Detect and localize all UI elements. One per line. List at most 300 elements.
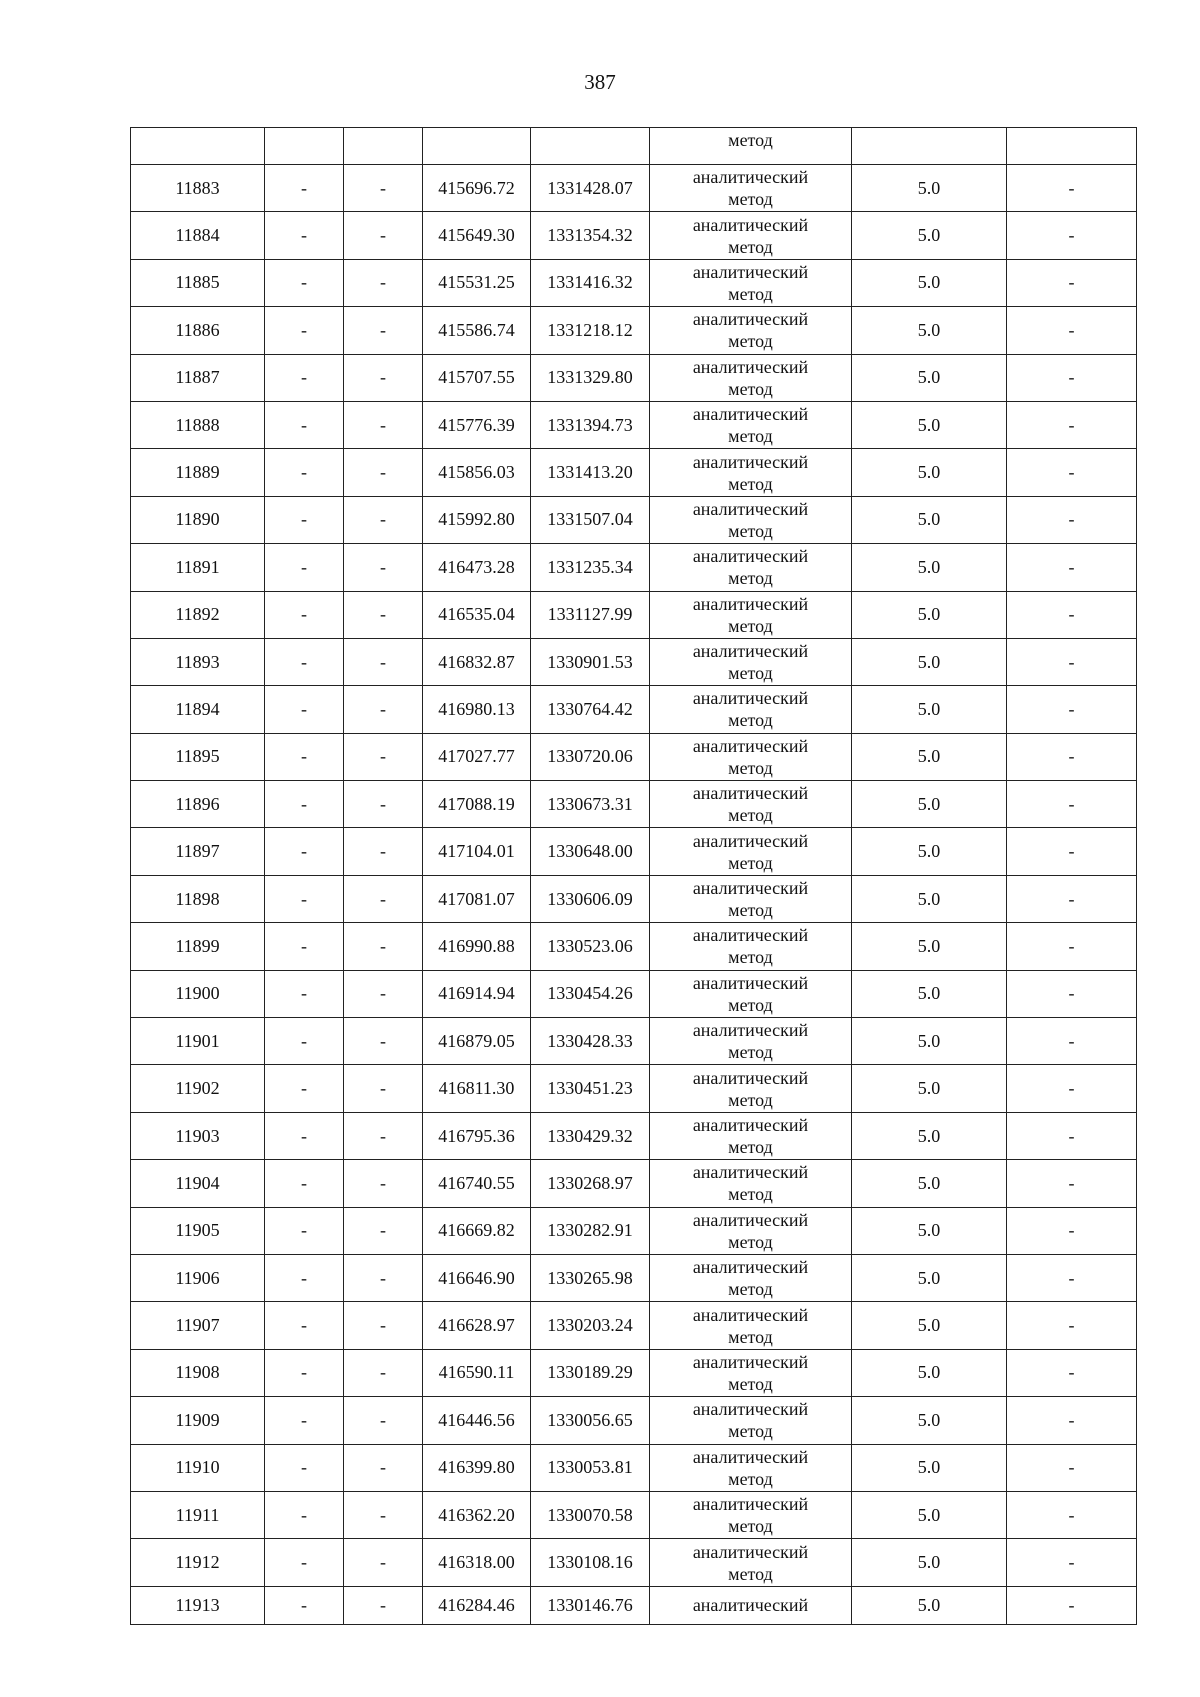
cell-point-number: 11900 [131,970,265,1017]
table-row [131,1018,1137,1065]
cell-point-number: 11897 [131,828,265,875]
cell-coordinate-y: 1331235.34 [531,544,650,591]
table-row [131,496,1137,543]
cell-point-number: 11904 [131,1160,265,1207]
method-text: метод [728,947,773,968]
cell-coordinate-x: 417081.07 [423,875,531,922]
table-row [131,828,1137,875]
cell-method [650,496,852,543]
method-text: метод [728,1089,773,1110]
method-text: метод [728,378,773,399]
table-row [131,875,1137,922]
cell-coordinate-y: 1330056.65 [531,1397,650,1444]
cell-dash: - [344,970,423,1017]
cell-coordinate-y: 1330523.06 [531,923,650,970]
cell-dash: - [344,1207,423,1254]
cell-accuracy: 5.0 [852,1349,1007,1396]
method-text: аналитический [692,1399,809,1420]
cell-coordinate-y: 1330146.76 [531,1586,650,1624]
cell-point-number: 11887 [131,354,265,401]
cell-dash: - [265,259,344,306]
cell-coordinate-y: 1330648.00 [531,828,650,875]
cell-coordinate-x: 416980.13 [423,686,531,733]
method-text: метод [728,1326,773,1347]
table-row [131,1160,1137,1207]
cell-coordinate-y: 1331507.04 [531,496,650,543]
cell-coordinate-x: 417027.77 [423,733,531,780]
cell-method [650,1112,852,1159]
cell-coordinate-x: 415531.25 [423,259,531,306]
cell-coordinate-x: 417104.01 [423,828,531,875]
cell-coordinate-y: 1331329.80 [531,354,650,401]
method-text: аналитический [692,1541,809,1562]
cell-point-number: 11902 [131,1065,265,1112]
cell-point-number: 11888 [131,401,265,448]
cell-dash: - [265,1539,344,1586]
cell-point-number: 11911 [131,1491,265,1538]
cell-method [650,1018,852,1065]
cell-dash: - [344,259,423,306]
cell-dash: - [344,591,423,638]
cell-method [650,1444,852,1491]
table-row [131,970,1137,1017]
cell-accuracy: 5.0 [852,1302,1007,1349]
method-text: метод [728,426,773,447]
cell-dash: - [265,307,344,354]
method-text: аналитический [692,1304,809,1325]
cell-coordinate-x: 416362.20 [423,1491,531,1538]
cell-coordinate-x: 416990.88 [423,923,531,970]
cell-dash: - [265,544,344,591]
cell-point-number: 11901 [131,1018,265,1065]
cell-coordinate-x: 417088.19 [423,781,531,828]
cell-coordinate-x: 416811.30 [423,1065,531,1112]
cell-dash: - [265,1444,344,1491]
cell-dash: - [344,401,423,448]
method-text: метод [728,1042,773,1063]
cell-accuracy: 5.0 [852,1254,1007,1301]
cell-coordinate-x: 416318.00 [423,1539,531,1586]
method-text: аналитический [692,167,809,188]
cell-dash: - [265,970,344,1017]
cell-dash: - [344,165,423,212]
cell-dash: - [265,923,344,970]
method-text: аналитический [692,1257,809,1278]
cell-point-number: 11889 [131,449,265,496]
cell-point-number: 11908 [131,1349,265,1396]
cell-coordinate-x: 416473.28 [423,544,531,591]
cell-accuracy: 5.0 [852,1207,1007,1254]
cell-dash: - [344,1065,423,1112]
cell-method [650,638,852,685]
cell-accuracy: 5.0 [852,686,1007,733]
cell-dash: - [265,1302,344,1349]
cell-coordinate-y: 1330265.98 [531,1254,650,1301]
method-text: метод [728,520,773,541]
cell-coordinate-y: 1330764.42 [531,686,650,733]
cell-dash: - [344,1397,423,1444]
method-text: метод [728,130,773,150]
cell-note: - [1007,1444,1137,1491]
cell-method [650,354,852,401]
method-text: метод [728,189,773,210]
cell-accuracy: 5.0 [852,1397,1007,1444]
cell-method [650,875,852,922]
cell-dash: - [265,401,344,448]
cell-point-number: 11892 [131,591,265,638]
method-text: метод [728,568,773,589]
method-text: аналитический [692,309,809,330]
method-text: метод [728,900,773,921]
cell-accuracy: 5.0 [852,1491,1007,1538]
table-row [131,1491,1137,1538]
cell-method [650,781,852,828]
cell-method [650,1160,852,1207]
cell-method [650,307,852,354]
method-text: аналитический [692,1446,809,1467]
cell-method [650,544,852,591]
cell-coordinate-x: 416446.56 [423,1397,531,1444]
method-text: метод [728,1279,773,1300]
table-row [131,449,1137,496]
method-text: метод [728,236,773,257]
cell-dash: - [344,733,423,780]
method-text: метод [728,473,773,494]
cell-point-number: 11894 [131,686,265,733]
cell-method [650,591,852,638]
cell-dash: - [344,1586,423,1624]
cell-point-number: 11886 [131,307,265,354]
cell-empty [131,128,265,165]
cell-dash: - [265,1254,344,1301]
table-row [131,1349,1137,1396]
table-row [131,212,1137,259]
cell-dash: - [265,449,344,496]
cell-method [650,970,852,1017]
cell-dash: - [344,1491,423,1538]
method-text: аналитический [692,1020,809,1041]
cell-coordinate-y: 1330282.91 [531,1207,650,1254]
cell-dash: - [344,1254,423,1301]
cell-coordinate-x: 416832.87 [423,638,531,685]
cell-note: - [1007,1397,1137,1444]
cell-empty [265,128,344,165]
method-text: метод [728,1373,773,1394]
cell-empty [344,128,423,165]
cell-accuracy: 5.0 [852,1018,1007,1065]
cell-coordinate-y: 1330189.29 [531,1349,650,1396]
method-text: метод [728,710,773,731]
cell-accuracy: 5.0 [852,875,1007,922]
cell-coordinate-x: 416535.04 [423,591,531,638]
method-text: аналитический [692,546,809,567]
method-text: метод [728,615,773,636]
cell-note: - [1007,970,1137,1017]
cell-coordinate-x: 416795.36 [423,1112,531,1159]
cell-dash: - [265,354,344,401]
method-text: аналитический [692,830,809,851]
cell-note: - [1007,1302,1137,1349]
cell-coordinate-y: 1331354.32 [531,212,650,259]
table-row [131,1065,1137,1112]
cell-note: - [1007,449,1137,496]
cell-dash: - [344,875,423,922]
cell-coordinate-y: 1331218.12 [531,307,650,354]
cell-method [650,923,852,970]
cell-point-number: 11885 [131,259,265,306]
cell-point-number: 11883 [131,165,265,212]
cell-method [650,733,852,780]
cell-accuracy: 5.0 [852,1160,1007,1207]
method-text: аналитический [692,925,809,946]
method-text: аналитический [692,972,809,993]
cell-method [650,1349,852,1396]
method-text: метод [728,1563,773,1584]
table-row [131,1207,1137,1254]
cell-note: - [1007,259,1137,306]
cell-dash: - [344,923,423,970]
cell-accuracy: 5.0 [852,970,1007,1017]
table-row-continued [131,128,1137,165]
method-text: метод [728,331,773,352]
cell-dash: - [265,875,344,922]
cell-accuracy: 5.0 [852,354,1007,401]
cell-method [650,165,852,212]
cell-accuracy: 5.0 [852,165,1007,212]
cell-dash: - [265,781,344,828]
cell-accuracy: 5.0 [852,1112,1007,1159]
cell-dash: - [265,733,344,780]
cell-dash: - [265,686,344,733]
cell-accuracy: 5.0 [852,1539,1007,1586]
cell-note: - [1007,496,1137,543]
cell-dash: - [265,165,344,212]
table-row [131,1444,1137,1491]
table-row [131,781,1137,828]
table-row [131,1539,1137,1586]
cell-note: - [1007,1112,1137,1159]
cell-dash: - [265,1397,344,1444]
table-row [131,354,1137,401]
cell-coordinate-x: 415856.03 [423,449,531,496]
method-text: аналитический [692,1351,809,1372]
cell-accuracy: 5.0 [852,544,1007,591]
cell-coordinate-x: 416590.11 [423,1349,531,1396]
cell-empty [531,128,650,165]
cell-point-number: 11895 [131,733,265,780]
cell-accuracy: 5.0 [852,307,1007,354]
method-text: аналитический [692,688,809,709]
cell-coordinate-y: 1331127.99 [531,591,650,638]
cell-coordinate-x: 416914.94 [423,970,531,1017]
cell-note: - [1007,1207,1137,1254]
table-row [131,544,1137,591]
cell-coordinate-x: 416646.90 [423,1254,531,1301]
table-row [131,686,1137,733]
cell-note: - [1007,923,1137,970]
cell-coordinate-x: 416284.46 [423,1586,531,1624]
cell-dash: - [265,591,344,638]
cell-note: - [1007,686,1137,733]
cell-accuracy: 5.0 [852,638,1007,685]
cell-method [650,401,852,448]
method-text: метод [728,1516,773,1537]
cell-dash: - [265,496,344,543]
cell-accuracy: 5.0 [852,733,1007,780]
cell-dash: - [344,1112,423,1159]
cell-coordinate-y: 1330901.53 [531,638,650,685]
cell-point-number: 11913 [131,1586,265,1624]
cell-dash: - [265,1018,344,1065]
method-text: метод [728,1137,773,1157]
table-row [131,307,1137,354]
cell-note: - [1007,875,1137,922]
cell-dash: - [265,1349,344,1396]
method-text: аналитический [692,404,809,425]
cell-coordinate-y: 1330070.58 [531,1491,650,1538]
cell-method [650,1207,852,1254]
cell-note: - [1007,1160,1137,1207]
method-text: метод [728,1184,773,1205]
table-row [131,1302,1137,1349]
cell-accuracy: 5.0 [852,259,1007,306]
cell-method [650,259,852,306]
table-body [131,128,1137,1625]
method-text: метод [728,1421,773,1442]
cell-note: - [1007,212,1137,259]
method-text: аналитический [692,214,809,235]
cell-accuracy: 5.0 [852,781,1007,828]
cell-point-number: 11891 [131,544,265,591]
method-text: аналитический [692,1162,809,1183]
cell-note: - [1007,307,1137,354]
cell-method [650,449,852,496]
cell-accuracy: 5.0 [852,923,1007,970]
cell-dash: - [344,1018,423,1065]
method-text: аналитический [692,735,809,756]
cell-dash: - [344,449,423,496]
cell-point-number: 11910 [131,1444,265,1491]
method-text: аналитический [692,451,809,472]
cell-coordinate-y: 1330606.09 [531,875,650,922]
cell-note: - [1007,733,1137,780]
cell-dash: - [344,1160,423,1207]
table-row [131,923,1137,970]
method-text: аналитический [692,641,809,662]
cell-note: - [1007,781,1137,828]
table-row [131,733,1137,780]
cell-point-number: 11896 [131,781,265,828]
cell-point-number: 11907 [131,1302,265,1349]
cell-accuracy: 5.0 [852,1586,1007,1624]
cell-method [650,1065,852,1112]
cell-coordinate-y: 1330268.97 [531,1160,650,1207]
method-text: аналитический [692,783,809,804]
coordinates-table [130,127,1137,1625]
table-row [131,638,1137,685]
cell-coordinate-x: 416879.05 [423,1018,531,1065]
cell-accuracy: 5.0 [852,401,1007,448]
table-row [131,1397,1137,1444]
cell-note: - [1007,544,1137,591]
cell-accuracy: 5.0 [852,449,1007,496]
cell-method [650,1302,852,1349]
cell-point-number: 11903 [131,1112,265,1159]
cell-dash: - [344,496,423,543]
cell-dash: - [344,828,423,875]
cell-coordinate-y: 1330053.81 [531,1444,650,1491]
cell-note: - [1007,1349,1137,1396]
page-number: 387 [584,70,616,94]
cell-coordinate-x: 416399.80 [423,1444,531,1491]
cell-coordinate-x: 415707.55 [423,354,531,401]
cell-dash: - [265,1112,344,1159]
cell-coordinate-y: 1330673.31 [531,781,650,828]
cell-dash: - [265,1160,344,1207]
cell-dash: - [344,354,423,401]
cell-method [650,212,852,259]
cell-coordinate-y: 1330451.23 [531,1065,650,1112]
cell-dash: - [344,686,423,733]
cell-accuracy: 5.0 [852,212,1007,259]
method-text: аналитический [692,1067,809,1088]
table-row [131,591,1137,638]
cell-point-number: 11909 [131,1397,265,1444]
table-row [131,1586,1137,1624]
cell-point-number: 11890 [131,496,265,543]
cell-coordinate-y: 1330108.16 [531,1539,650,1586]
cell-note: - [1007,638,1137,685]
cell-coordinate-y: 1331394.73 [531,401,650,448]
cell-point-number: 11884 [131,212,265,259]
cell-dash: - [344,1539,423,1586]
cell-method [650,1539,852,1586]
cell-note: - [1007,1254,1137,1301]
method-text: аналитический [692,261,809,282]
cell-coordinate-x: 415586.74 [423,307,531,354]
cell-dash: - [265,638,344,685]
method-text: метод [728,994,773,1015]
cell-note: - [1007,165,1137,212]
cell-point-number: 11899 [131,923,265,970]
table-row [131,1112,1137,1159]
method-text: метод [728,805,773,826]
cell-dash: - [344,638,423,685]
cell-dash: - [344,1444,423,1491]
cell-point-number: 11898 [131,875,265,922]
table-row [131,1254,1137,1301]
method-text: аналитический [692,1115,809,1135]
cell-coordinate-y: 1330429.32 [531,1112,650,1159]
cell-accuracy: 5.0 [852,1065,1007,1112]
cell-empty [852,128,1007,165]
cell-dash: - [344,212,423,259]
method-text: аналитический [692,1494,809,1515]
method-text: метод [728,663,773,684]
cell-dash: - [344,1302,423,1349]
cell-coordinate-y: 1331416.32 [531,259,650,306]
cell-accuracy: 5.0 [852,1444,1007,1491]
table-row [131,259,1137,306]
method-text: аналитический [692,1595,809,1616]
cell-dash: - [265,1065,344,1112]
method-text: метод [728,852,773,873]
method-text: аналитический [692,498,809,519]
cell-note: - [1007,1065,1137,1112]
cell-dash: - [344,307,423,354]
cell-coordinate-x: 415649.30 [423,212,531,259]
cell-point-number: 11912 [131,1539,265,1586]
